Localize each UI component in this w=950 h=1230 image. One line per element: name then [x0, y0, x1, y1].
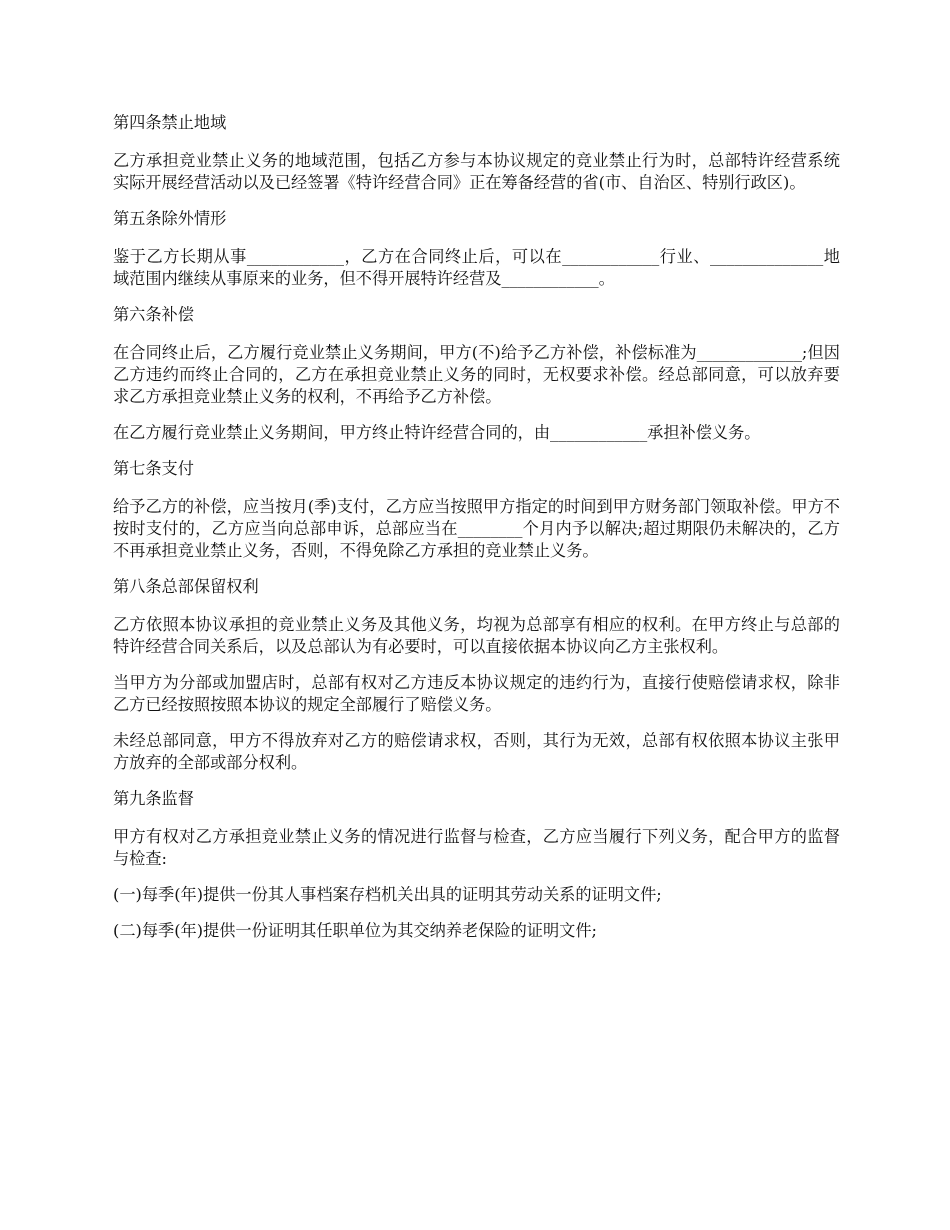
paragraph-supervision: 甲方有权对乙方承担竞业禁止义务的情况进行监督与检查，乙方应当履行下列义务，配合甲方的监督与检查:: [113, 827, 840, 868]
paragraph-compensation: 在合同终止后，乙方履行竞业禁止义务期间，甲方(不)给予乙方补偿，补偿标准为_____________;但因乙方违约而终止合同的，乙方在承担竞业禁止义务的同时，无权要求补偿。经总部同意，可以放弃要求乙方承担竞业禁止义务的权利，不再给予乙方补偿。: [113, 343, 840, 406]
paragraph-prohibited-region: 乙方承担竞业禁止义务的地域范围，包括乙方参与本协议规定的竞业禁止行为时，总部特许经营系统实际开展经营活动以及已经签署《特许经营合同》正在筹备经营的省(市、自治区、特别行政区)。: [113, 151, 840, 192]
paragraph-reserved-rights: 乙方依照本协议承担的竞业禁止义务及其他义务，均视为总部享有相应的权利。在甲方终止与总部的特许经营合同关系后，以及总部认为有必要时，可以直接依据本协议向乙方主张权利。: [113, 615, 840, 656]
paragraph-compensation-obligation: 在乙方履行竞业禁止义务期间，甲方终止特许经营合同的，由____________承担补偿义务。: [113, 423, 761, 442]
section-heading-article-4: 第四条禁止地域: [113, 113, 227, 132]
section-heading-article-6: 第六条补偿: [113, 305, 194, 324]
list-item-1: (一)每季(年)提供一份其人事档案存档机关出具的证明其劳动关系的证明文件;: [113, 885, 662, 904]
paragraph-claim-rights: 当甲方为分部或加盟店时，总部有权对乙方违反本协议规定的违约行为，直接行使赔偿请求权，除非乙方已经按照按照本协议的规定全部履行了赔偿义务。: [113, 673, 840, 714]
list-item-2: (二)每季(年)提供一份证明其任职单位为其交纳养老保险的证明文件;: [113, 921, 597, 940]
section-heading-article-5: 第五条除外情形: [113, 209, 227, 228]
paragraph-no-waiver: 未经总部同意，甲方不得放弃对乙方的赔偿请求权，否则，其行为无效，总部有权依照本协议主张甲方放弃的全部或部分权利。: [113, 731, 840, 772]
section-heading-article-7: 第七条支付: [113, 459, 194, 478]
paragraph-exceptions: 鉴于乙方长期从事____________，乙方在合同终止后，可以在____________行业、______________地域范围内继续从事原来的业务，但不得开展特许经营及____________。: [113, 247, 840, 288]
section-heading-article-9: 第九条监督: [113, 789, 194, 808]
document-page: [113, 112, 840, 956]
section-heading-article-8: 第八条总部保留权利: [113, 577, 259, 596]
paragraph-payment: 给予乙方的补偿，应当按月(季)支付，乙方应当按照甲方指定的时间到甲方财务部门领取补偿。甲方不按时支付的，乙方应当向总部申诉，总部应当在________个月内予以解决;超过期限仍未解决的，乙方不再承担竞业禁止义务，否则，不得免除乙方承担的竞业禁止义务。: [113, 497, 840, 560]
